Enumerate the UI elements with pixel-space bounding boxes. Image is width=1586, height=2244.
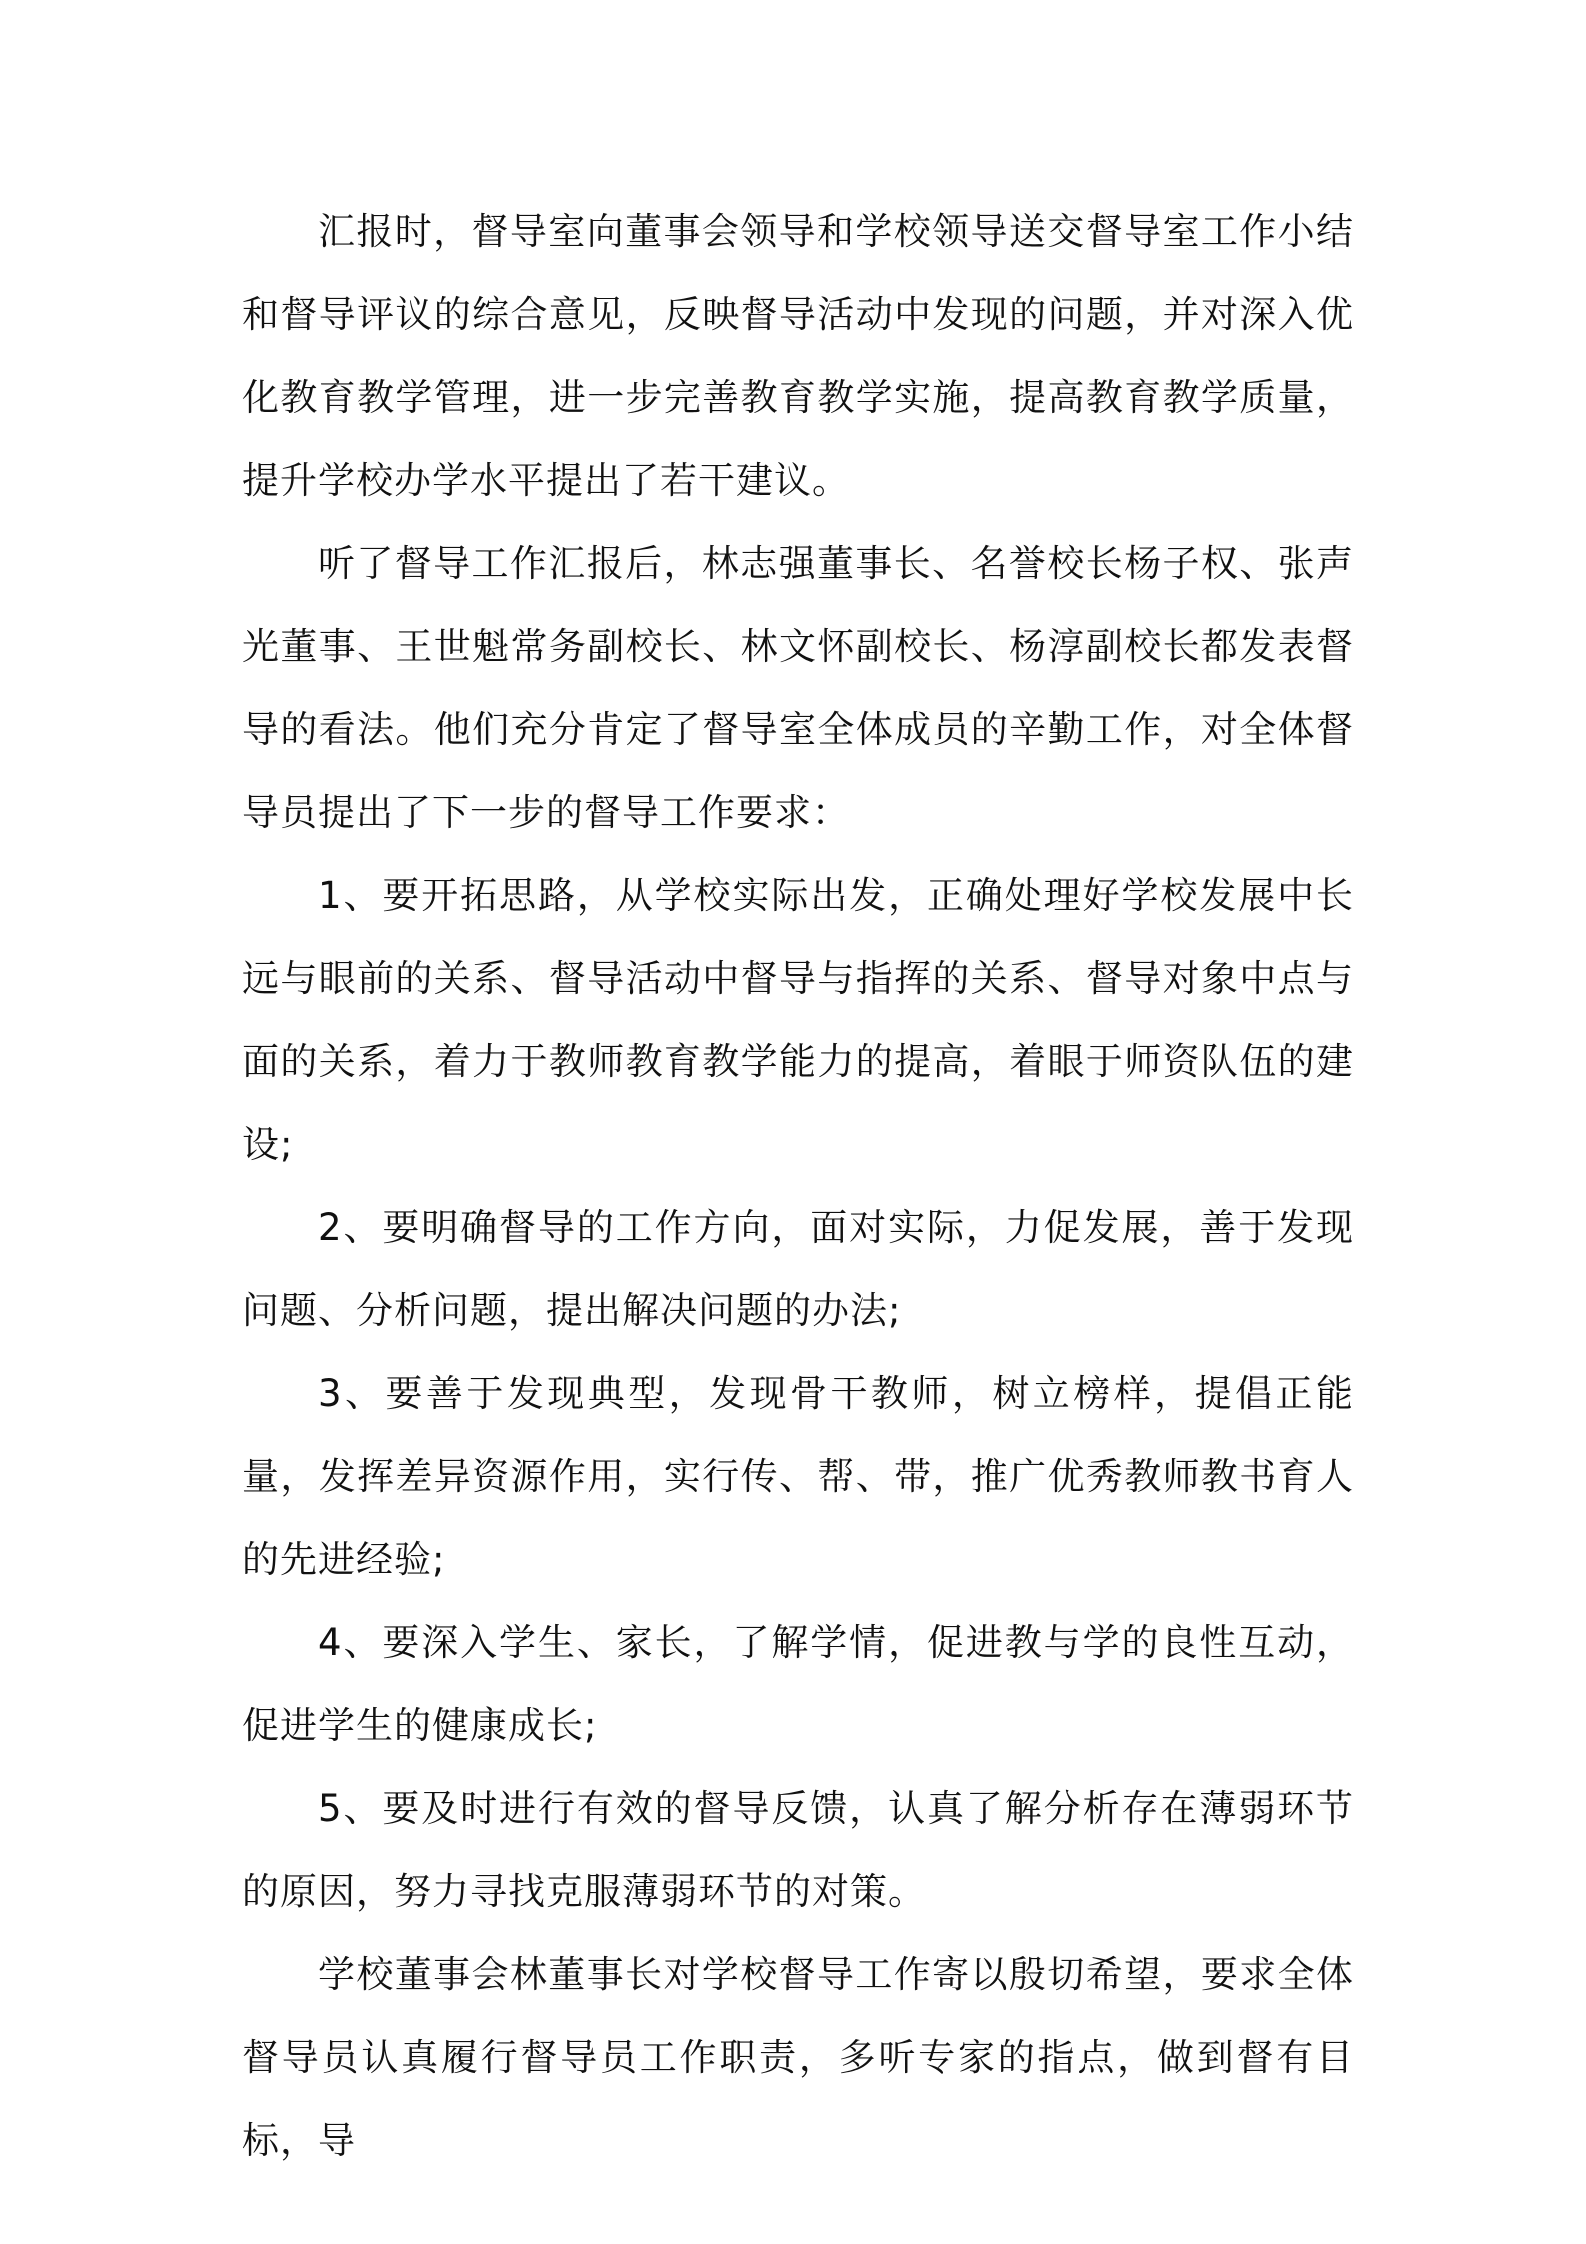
paragraph-requirement-4: 4、要深入学生、家长，了解学情，促进教与学的良性互动，促进学生的健康成长; <box>242 1621 1354 1747</box>
paragraph-report-summary: 汇报时，督导室向董事会领导和学校领导送交督导室工作小结和督导评议的综合意见，反映督导活动中发现的问题，并对深入优化教育教学管理，进一步完善教育教学实施，提高教育教学质量，提升学校办学水平提出了若干建议。 <box>242 210 1354 502</box>
paragraph-requirement-1: 1、要开拓思路，从学校实际出发，正确处理好学校发展中长远与眼前的关系、督导活动中督导与指挥的关系、督导对象中点与面的关系，着力于教师教育教学能力的提高，着眼于师资队伍的建设; <box>242 874 1354 1166</box>
document-body <box>242 190 1354 2182</box>
paragraph-leaders-feedback: 听了督导工作汇报后，林志强董事长、名誉校长杨子权、张声光董事、王世魁常务副校长、林文怀副校长、杨淳副校长都发表督导的看法。他们充分肯定了督导室全体成员的辛勤工作，对全体督导员提出了下一步的督导工作要求： <box>242 542 1354 834</box>
paragraph-requirement-2: 2、要明确督导的工作方向，面对实际，力促发展，善于发现问题、分析问题，提出解决问题的办法; <box>242 1206 1354 1332</box>
paragraph-chairman-expectation: 学校董事会林董事长对学校督导工作寄以殷切希望，要求全体督导员认真履行督导员工作职责，多听专家的指点，做到督有目标，导 <box>242 1953 1354 2162</box>
paragraph-requirement-3: 3、要善于发现典型，发现骨干教师，树立榜样，提倡正能量，发挥差异资源作用，实行传、帮、带，推广优秀教师教书育人的先进经验; <box>242 1372 1354 1581</box>
paragraph-requirement-5: 5、要及时进行有效的督导反馈，认真了解分析存在薄弱环节的原因，努力寻找克服薄弱环节的对策。 <box>242 1787 1354 1913</box>
